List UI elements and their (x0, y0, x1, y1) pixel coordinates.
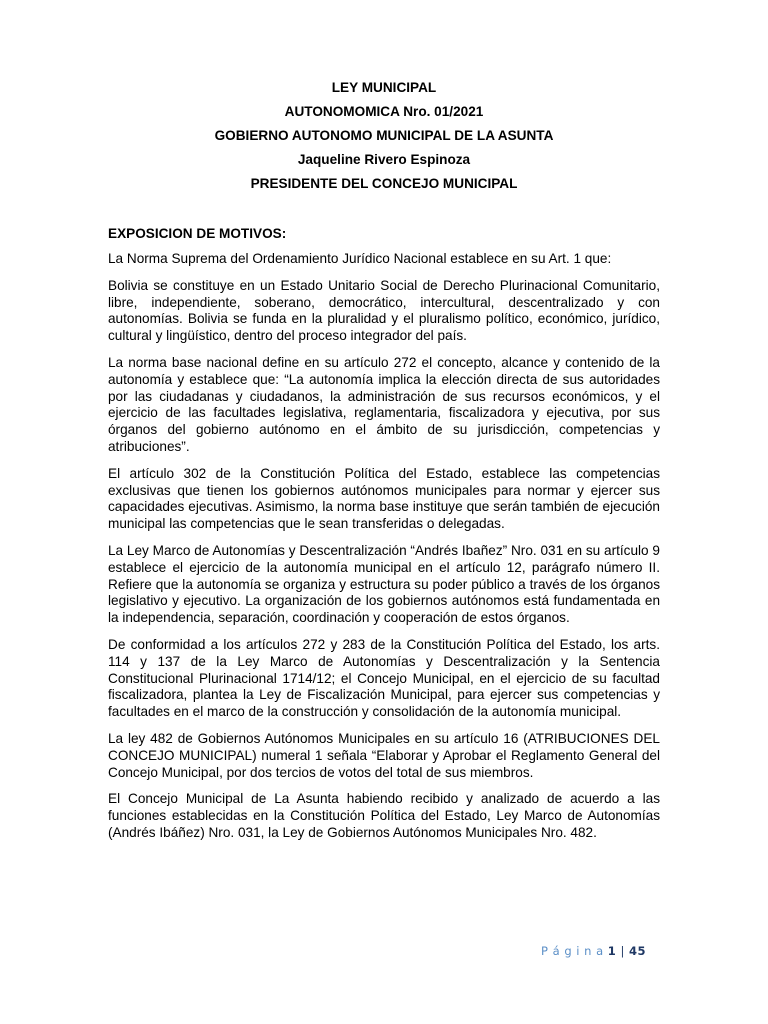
page-number: 1 (607, 944, 617, 958)
page-label: P á g i n a (541, 944, 604, 958)
paragraph-2: Bolivia se constituye en un Estado Unitario Social de Derecho Plurinacional Comunitario, libre, independiente, soberano, democrático, intercultural, descentralizado y con autonomías. Bolivia se funda en la pluralidad y el pluralismo político, económico, jurídico, cultural y lingüístico, dentro del proceso integrador del país. (108, 277, 660, 344)
section-heading: EXPOSICION DE MOTIVOS: (108, 226, 287, 241)
law-number: AUTONOMOMICA Nro. 01/2021 (284, 104, 484, 119)
paragraph-6: De conformidad a los artículos 272 y 283 de la Constitución Política del Estado, los arts. 114 y 137 de la Ley Marco de Autonomías y Descentralización y la Sentencia Constitucional Plurinacional 1714/12; el Concejo Municipal, en el ejercicio de su facultad fiscalizadora, plantea la Ley de Fiscalización Municipal, para ejercer sus competencias y facultades en el marco de la construcción y consolidación de la autonomía municipal. (108, 636, 660, 720)
government-name: GOBIERNO AUTONOMO MUNICIPAL DE LA ASUNTA (214, 128, 554, 143)
page-footer (541, 944, 646, 958)
document-header (108, 76, 660, 196)
president-name: Jaqueline Rivero Espinoza (297, 152, 471, 167)
paragraph-4: El artículo 302 de la Constitución Política del Estado, establece las competencias exclusivas que tienen los gobiernos autónomos municipales para normar y ejercer sus capacidades ejecutivas. Asimismo, la norma base instituye que serán también de ejecución municipal las competencias que le sean transferidas o delegadas. (108, 465, 660, 532)
paragraph-3: La norma base nacional define en su artículo 272 el concepto, alcance y contenido de la autonomía y establece que: “La autonomía implica la elección directa de sus autoridades por las ciudadanas y ciudadanos, la administración de sus recursos económicos, y el ejercicio de las facultades legislativa, reglamentaria, fiscalizadora y ejecutiva, por sus órganos del gobierno autónomo en el ámbito de su jurisdicción, competencias y atribuciones”. (108, 354, 660, 454)
page-total: 45 (628, 944, 646, 958)
paragraph-8: El Concejo Municipal de La Asunta habiendo recibido y analizado de acuerdo a las funciones establecidas en la Constitución Política del Estado, Ley Marco de Autonomías (Andrés Ibáñez) Nro. 031, la Ley de Gobiernos Autónomos Municipales Nro. 482. (108, 791, 660, 840)
document-body (108, 226, 660, 852)
law-title: LEY MUNICIPAL (331, 80, 437, 95)
president-title: PRESIDENTE DEL CONCEJO MUNICIPAL (250, 176, 518, 191)
paragraph-5: La Ley Marco de Autonomías y Descentralización “Andrés Ibañez” Nro. 031 en su artículo 9 establece el ejercicio de la autonomía municipal en el artículo 12, parágrafo número II. Refiere que la autonomía se organiza y estructura su poder público a través de los órganos legislativo y ejecutivo. La organización de los gobiernos autónomos está fundamentada en la independencia, separación, coordinación y cooperación de estos órganos. (108, 542, 660, 626)
paragraph-1: La Norma Suprema del Ordenamiento Jurídico Nacional establece en su Art. 1 que: (108, 251, 612, 266)
paragraph-7: La ley 482 de Gobiernos Autónomos Municipales en su artículo 16 (ATRIBUCIONES DEL CONCEJO MUNICIPAL) numeral 1 señala “Elaborar y Aprobar el Reglamento General del Concejo Municipal, por dos tercios de votos del total de sus miembros. (108, 730, 660, 780)
page-separator: | (620, 944, 625, 958)
